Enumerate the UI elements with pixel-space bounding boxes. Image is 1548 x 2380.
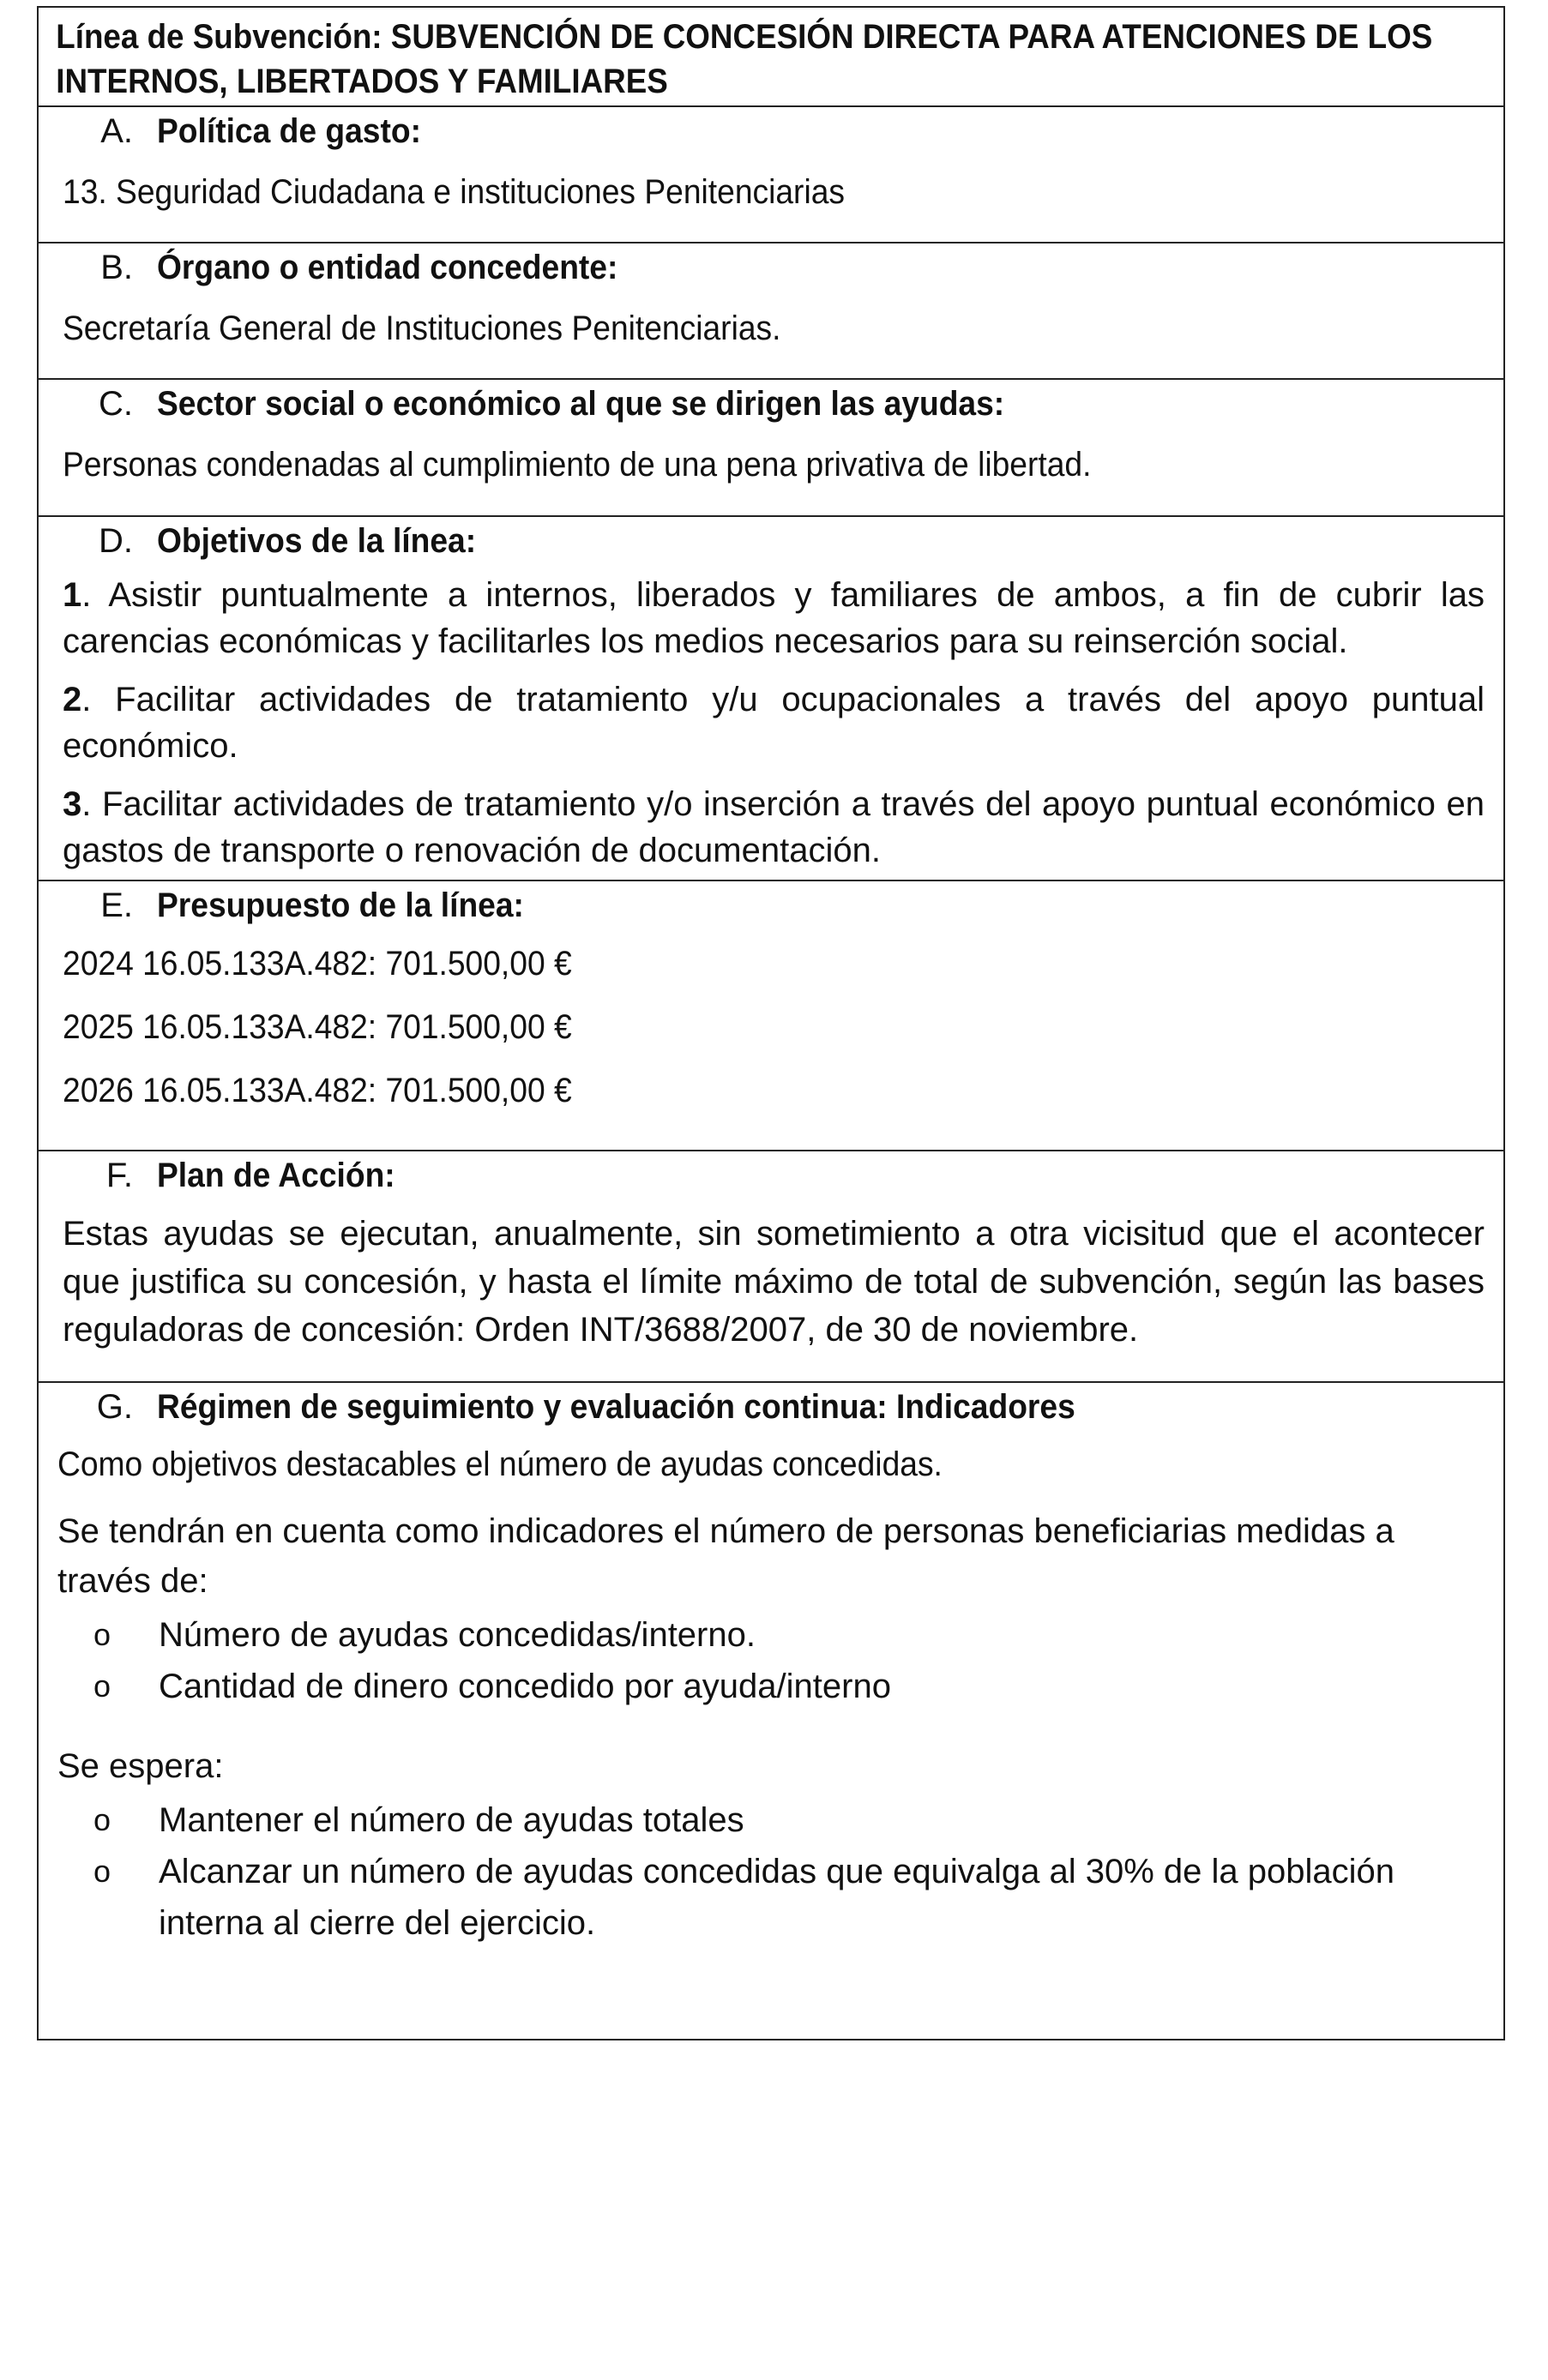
action-plan-text: Estas ayudas se ejecutan, anualmente, sin sometimiento a otra vicisitud que el acontecer que justifica su concesión, y hasta el límite máximo de total de subvención, según las bases reguladoras de concesión: Orden INT/3688/2007, de 30 de noviembre. (63, 1215, 1485, 1349)
section-b-heading (63, 243, 1485, 290)
bullet-icon: o (93, 1617, 111, 1652)
budget-line (63, 1067, 1485, 1115)
section-c-heading (63, 380, 1485, 426)
section-c-title: Sector social o económico al que se dirigen las ayudas: (157, 385, 1005, 423)
section-f-title: Plan de Acción: (157, 1157, 395, 1194)
objective-3-text: . Facilitar actividades de tratamiento y/o inserción a través del apoyo puntual económico en gastos de transporte o renovación de documentación. (63, 785, 1485, 869)
section-g-letter: G. (96, 1388, 133, 1426)
bullet-icon: o (93, 1668, 111, 1704)
evaluation-intro (57, 1439, 1485, 1489)
indicators-list (57, 1609, 1485, 1712)
section-d-letter: D. (99, 522, 133, 560)
section-c-value: Personas condenadas al cumplimiento de una pena privativa de libertad. (63, 446, 1092, 484)
section-a-value: 13. Seguridad Ciudadana e instituciones Penitenciarias (63, 173, 846, 211)
list-item (93, 1846, 1485, 1949)
expectation-text: Mantener el número de ayudas totales (159, 1801, 744, 1839)
objective-2-text: . Facilitar actividades de tratamiento y/u ocupacionales a través del apoyo puntual económico. (63, 681, 1485, 765)
section-c-text (63, 442, 1485, 488)
section-b-text (63, 305, 1485, 352)
section-b-title: Órgano o entidad concedente: (157, 249, 618, 286)
section-a-text (63, 169, 1485, 215)
expectations-list (57, 1794, 1485, 1949)
section-e (39, 880, 1503, 1150)
section-d-heading (63, 517, 1485, 563)
section-b-letter: B. (100, 249, 133, 286)
budget-line-2024: 2024 16.05.133A.482: 701.500,00 € (63, 945, 572, 983)
section-g (39, 1381, 1503, 2039)
expectation-text: Alcanzar un número de ayudas concedidas que equivalga al 30% de la población interna al cierre del ejercicio. (159, 1853, 1394, 1942)
objective-2-number: 2 (63, 681, 82, 718)
section-d (39, 515, 1503, 880)
section-a-heading (63, 107, 1485, 153)
table-title: Línea de Subvención: SUBVENCIÓN DE CONCESIÓN DIRECTA PARA ATENCIONES DE LOS INTERNOS, LIBERTADOS Y FAMILIARES (56, 18, 1433, 100)
budget-line (63, 940, 1485, 988)
section-d-title: Objetivos de la línea: (157, 522, 477, 560)
objective-3 (63, 781, 1485, 874)
section-f-heading (63, 1151, 1485, 1198)
bullet-icon: o (93, 1854, 111, 1889)
section-e-letter: E. (100, 886, 133, 924)
section-c-letter: C. (99, 385, 133, 423)
objective-1-text: . Asistir puntualmente a internos, liberados y familiares de ambos, a fin de cubrir las carencias económicas y facilitarles los medios necesarios para su reinserción social. (63, 576, 1485, 660)
list-item (93, 1794, 1485, 1846)
indicator-text: Número de ayudas concedidas/interno. (159, 1616, 756, 1654)
section-b-value: Secretaría General de Instituciones Penitenciarias. (63, 310, 781, 347)
section-e-heading (63, 881, 1485, 928)
objective-3-number: 3 (63, 785, 82, 823)
section-g-heading (57, 1383, 1485, 1429)
indicator-text: Cantidad de dinero concedido por ayuda/interno (159, 1668, 891, 1705)
expect-intro: Se espera: (57, 1747, 224, 1785)
budget-line (63, 1003, 1485, 1051)
evaluation-intro-text: Como objetivos destacables el número de ayudas concedidas. (57, 1445, 943, 1483)
section-a-title: Política de gasto: (157, 112, 421, 150)
objective-1-number: 1 (63, 576, 82, 614)
objective-2 (63, 676, 1485, 769)
budget-line-2026: 2026 16.05.133A.482: 701.500,00 € (63, 1072, 572, 1109)
budget-line-2025: 2025 16.05.133A.482: 701.500,00 € (63, 1008, 572, 1046)
section-b (39, 242, 1503, 378)
section-e-title: Presupuesto de la línea: (157, 886, 524, 924)
section-a (39, 105, 1503, 242)
bullet-icon: o (93, 1802, 111, 1837)
objective-1 (63, 572, 1485, 664)
list-item (93, 1661, 1485, 1712)
section-c (39, 378, 1503, 515)
subsidy-table (37, 6, 1505, 2040)
section-f-letter: F. (105, 1157, 133, 1194)
section-a-letter: A. (100, 112, 133, 150)
list-item (93, 1609, 1485, 1661)
section-g-title: Régimen de seguimiento y evaluación continua: Indicadores (157, 1388, 1075, 1426)
section-f (39, 1150, 1503, 1381)
indicators-intro: Se tendrán en cuenta como indicadores el número de personas beneficiarias medidas a través de: (57, 1512, 1394, 1600)
